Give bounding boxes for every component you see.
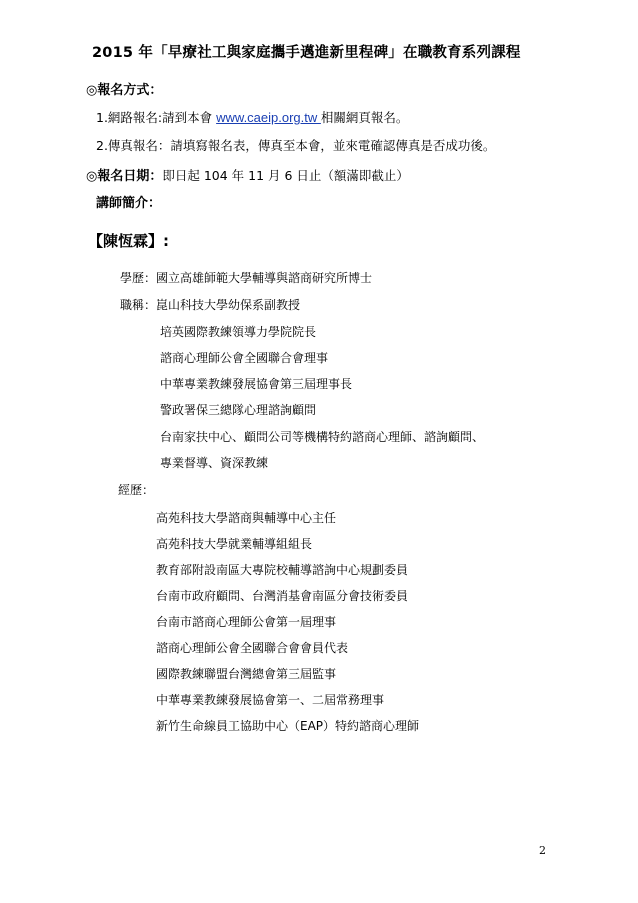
fax-registration: 2.傳真報名：請填寫報名表，傳真至本會，並來電確認傳真是否成功後。 [96,138,496,153]
title-item: 台南家扶中心、顧問公司等機構特約諮商心理師、諮詢顧問、 [160,430,485,444]
experience-label: 經歷： [118,483,155,497]
title-item: 中華專業教練發展協會第三屆理事長 [160,377,353,391]
online-registration [96,108,408,126]
date-heading: ◎報名日期： [86,169,163,184]
title-item: 專業督導、資深教練 [160,456,269,470]
experience-item: 中華專業教練發展協會第一、二屆常務理事 [156,693,385,707]
experience-item: 諮商心理師公會全國聯合會會員代表 [156,641,349,655]
experience-item: 教育部附設南區大專院校輔導諮詢中心規劃委員 [156,563,409,577]
title-item: 培英國際教練領導力學院院長 [160,325,317,339]
experience-item: 國際教練聯盟台灣總會第三屆監事 [156,667,337,681]
experience-item: 台南市諮商心理師公會第一屆理事 [156,615,337,629]
title-item: 警政署保三總隊心理諮詢顧問 [160,403,317,417]
online-registration-suffix: 相關網頁報名。 [320,110,409,125]
title-label: 職稱： [120,298,157,312]
website-link[interactable]: www.caeip.org.tw [216,110,321,125]
instructor-name: 【陳恆霖】: [88,232,169,250]
registration-method [86,79,162,98]
experience-item: 高苑科技大學諮商與輔導中心主任 [156,511,337,525]
page-number: 2 [539,844,546,857]
title-item: 崑山科技大學幼保系副教授 [156,298,301,312]
registration-heading: ◎報名方式： [86,83,163,98]
document-title: 2015 年「早療社工與家庭攜手邁進新里程碑」在職教育系列課程 [92,45,521,61]
title-line-first [120,296,300,313]
experience-item: 新竹生命線員工協助中心（EAP）特約諮商心理師 [156,719,420,733]
instructor-heading: 講師簡介： [96,196,162,211]
experience-item: 高苑科技大學就業輔導組組長 [156,537,313,551]
education: 學歷：國立高雄師範大學輔導與諮商研究所博士 [120,271,373,285]
experience-item: 台南市政府顧問、台灣消基會南區分會技術委員 [156,589,409,603]
registration-date [86,165,409,184]
date-text: 即日起 104 年 11 月 6 日止（額滿即截止） [162,168,409,183]
online-registration-prefix: 1.網路報名:請到本會 [96,110,217,125]
title-item: 諮商心理師公會全國聯合會理事 [160,351,329,365]
